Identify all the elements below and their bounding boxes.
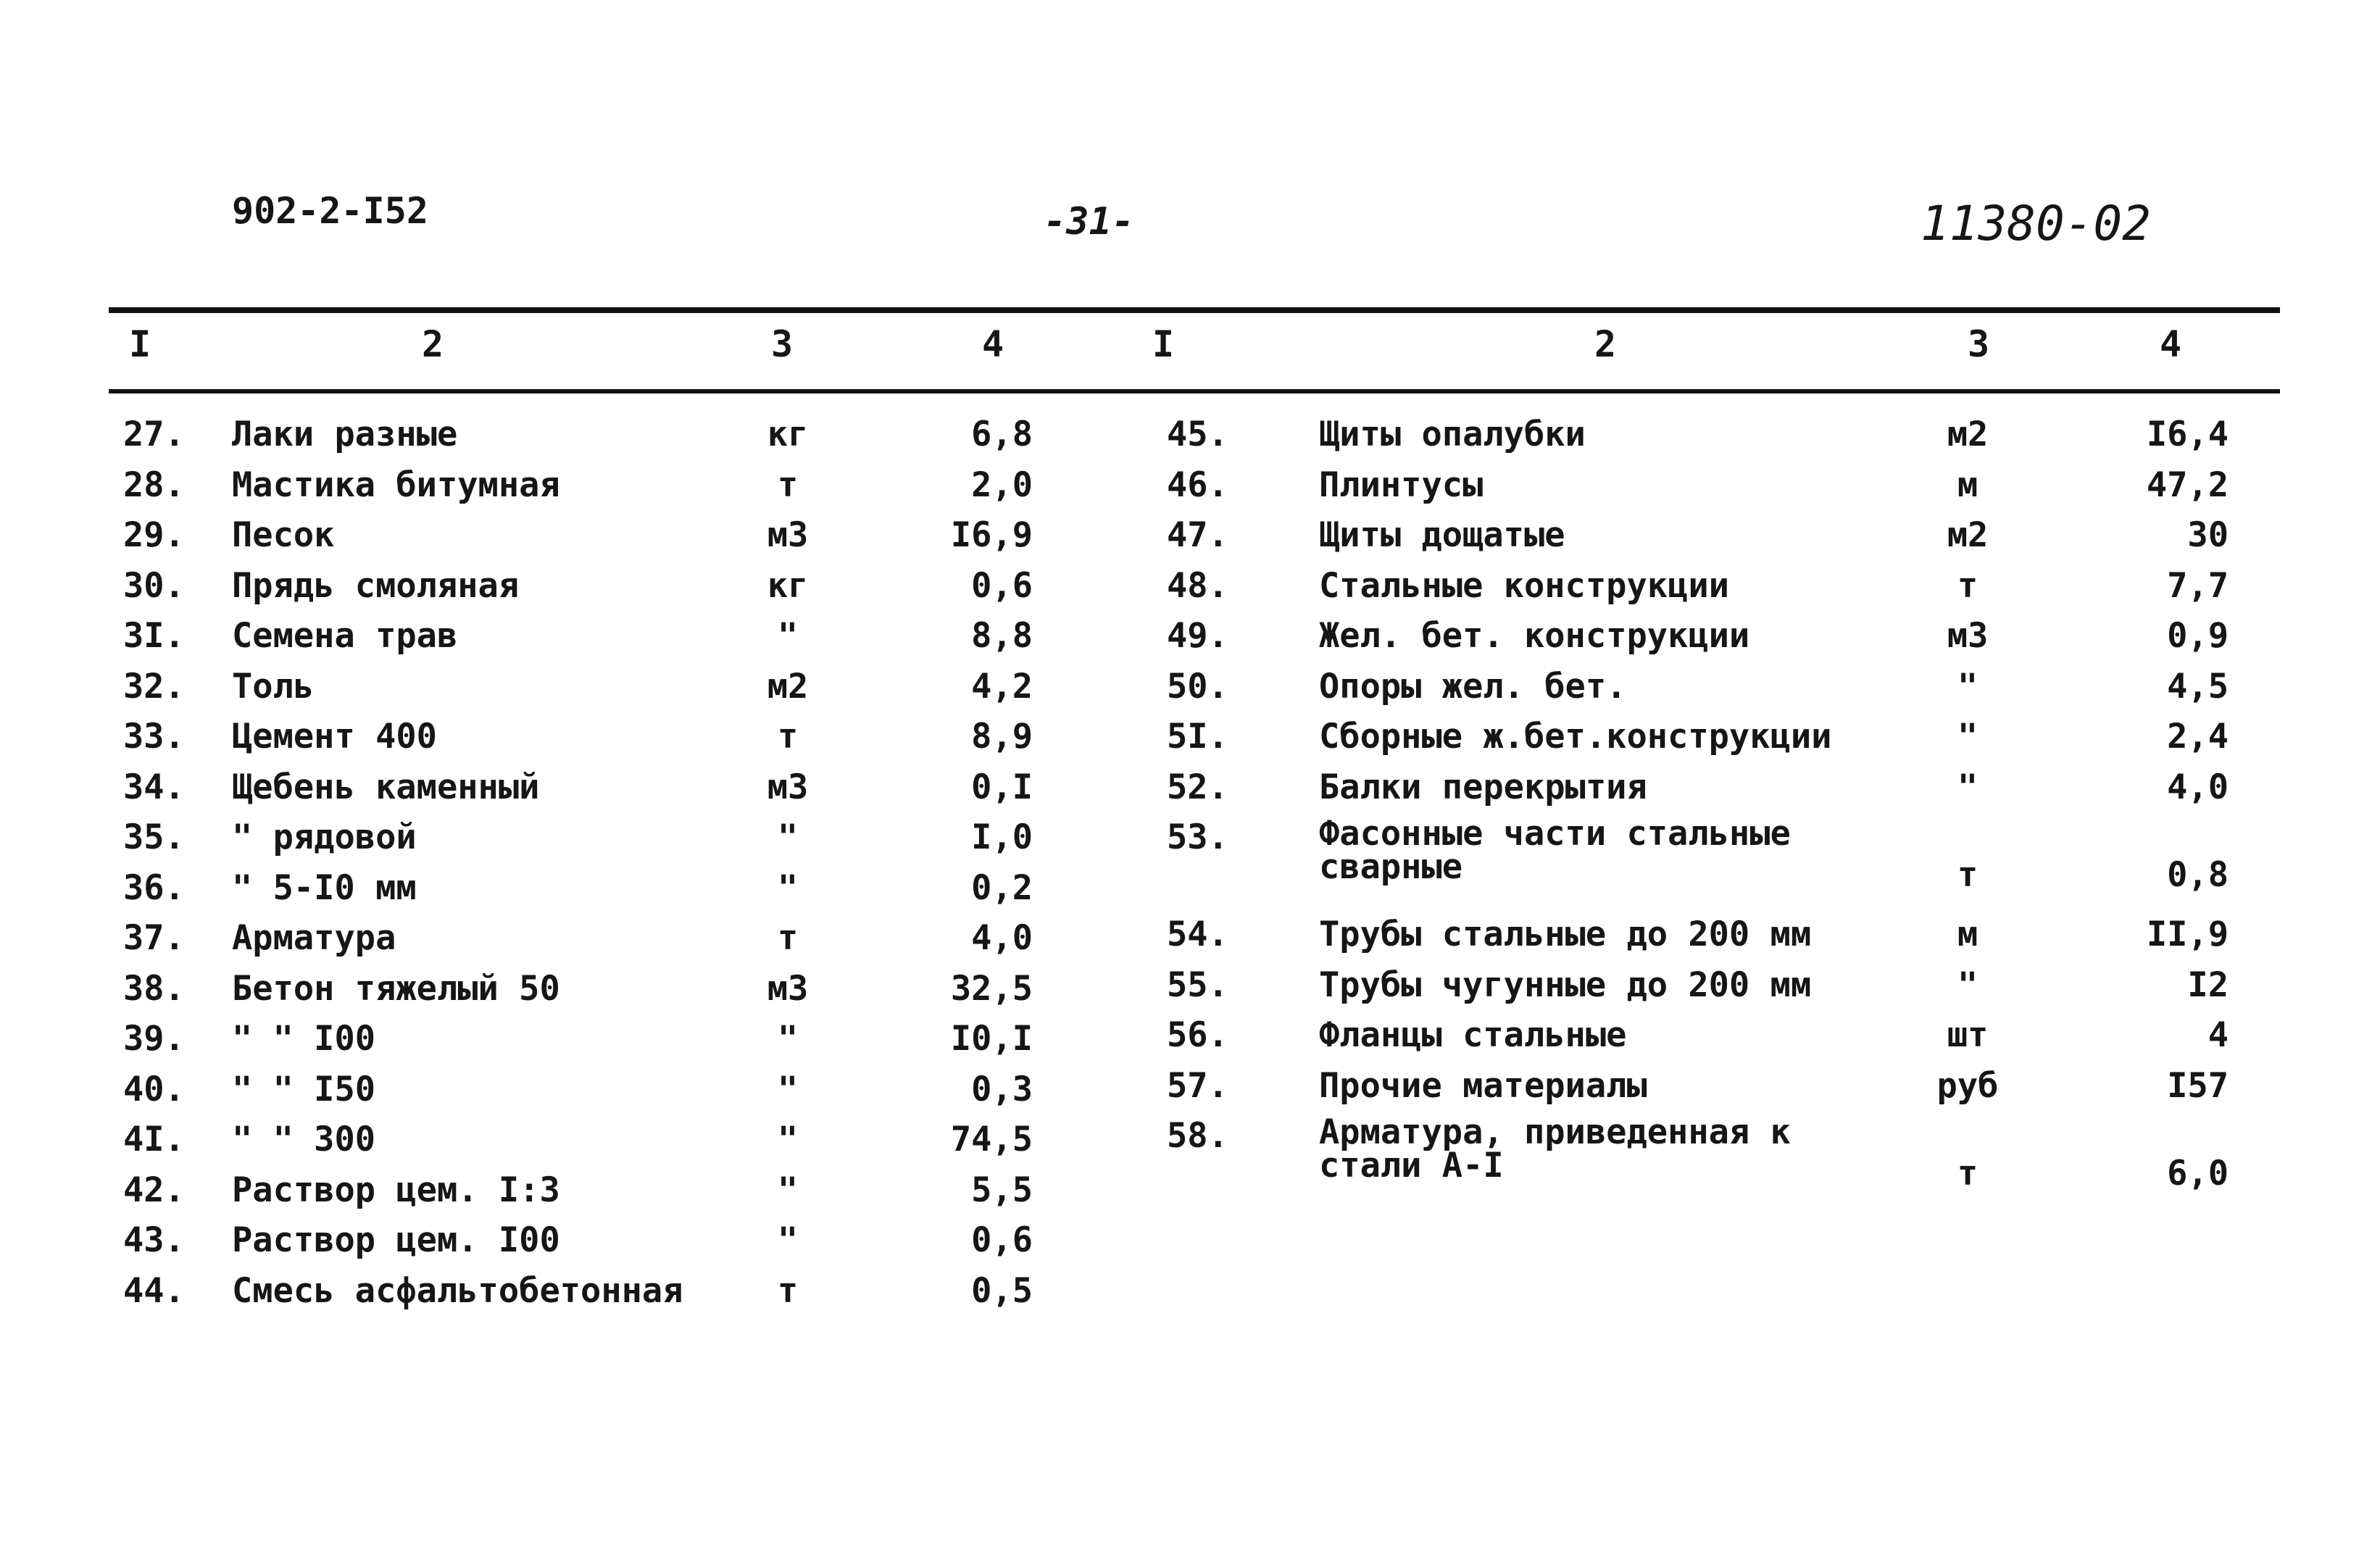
material-name-line: Цемент 400 (232, 717, 437, 757)
quantity: 4,0 (2167, 767, 2229, 807)
material-name (232, 767, 539, 807)
material-name-line: Арматура (232, 918, 396, 958)
row-number: 38. (123, 968, 185, 1009)
unit: т (777, 464, 799, 505)
quantity: 74,5 (950, 1120, 1033, 1159)
unit: " (777, 1220, 799, 1260)
quantity: 0,5 (971, 1270, 1033, 1311)
row-number: 3I. (123, 616, 185, 656)
unit: " (1957, 767, 1979, 807)
material-name (1319, 566, 1729, 606)
row-number: 35. (123, 817, 185, 857)
unit: т (1957, 855, 1979, 895)
material-name (232, 465, 560, 505)
unit: м (1957, 914, 1979, 954)
row-number: 29. (123, 515, 185, 555)
quantity: 4,5 (2167, 666, 2229, 707)
material-name-line: Бетон тяжелый 50 (232, 968, 560, 1009)
material-name-line: Мастика битумная (232, 464, 560, 505)
row-number: 49. (1167, 616, 1228, 656)
quantity: 0,6 (971, 565, 1033, 606)
table-row (1167, 616, 2247, 667)
quantity: 4 (2208, 1015, 2229, 1055)
unit: кг (767, 414, 809, 454)
unit: т (777, 1270, 799, 1311)
material-name (232, 918, 396, 958)
material-name (232, 414, 457, 454)
col-head-left-3: 3 (771, 323, 794, 365)
material-name-line: Трубы чугунные до 200 мм (1319, 964, 1812, 1005)
table-row (1167, 914, 2247, 965)
material-name-line: Опоры жел. бет. (1319, 666, 1627, 707)
quantity: 0,6 (971, 1220, 1033, 1260)
row-number: 45. (1167, 414, 1228, 454)
material-name-line: Лаки разные (232, 414, 458, 454)
quantity: I6,4 (2146, 414, 2229, 454)
row-number: 43. (123, 1220, 185, 1260)
material-name-line: " " I50 (232, 1069, 376, 1109)
table-row (123, 767, 1051, 818)
quantity: I2 (2187, 964, 2229, 1005)
material-name (232, 667, 314, 707)
quantity: 7,7 (2167, 565, 2229, 606)
material-name-line: Сборные ж.бет.конструкции (1319, 717, 1832, 757)
unit: " (777, 1069, 799, 1109)
quantity: 4,2 (971, 666, 1033, 707)
unit: " (777, 616, 799, 656)
material-name-line: " " 300 (232, 1120, 376, 1159)
quantity: 8,8 (971, 616, 1033, 656)
table-row (1167, 465, 2247, 516)
table-row (123, 868, 1051, 919)
document-code: 902-2-I52 (232, 190, 428, 232)
row-number: 4I. (123, 1120, 185, 1159)
row-number: 40. (123, 1069, 185, 1109)
row-number: 36. (123, 867, 185, 908)
col-head-right-2: 2 (1594, 323, 1617, 365)
material-name (1319, 914, 1811, 954)
row-number: 55. (1167, 964, 1228, 1005)
material-name (1319, 767, 1647, 807)
table-row (1167, 717, 2247, 767)
unit: м3 (767, 767, 809, 807)
table-row (1167, 1066, 2247, 1117)
material-name-line: Раствор цем. I:3 (232, 1170, 560, 1210)
material-name-line: Стальные конструкции (1319, 565, 1729, 606)
unit: " (777, 817, 799, 857)
table-row (123, 717, 1051, 767)
material-name (232, 1019, 375, 1059)
unit: " (1957, 717, 1979, 757)
row-number: 48. (1167, 565, 1228, 606)
unit: м (1957, 464, 1979, 505)
table-row (123, 918, 1051, 969)
quantity: 5,5 (971, 1170, 1033, 1210)
right-table (1167, 414, 2247, 1284)
unit: руб (1936, 1065, 1999, 1106)
unit: " (777, 1019, 799, 1059)
unit: м2 (1947, 515, 1989, 555)
quantity: 6,0 (2167, 1154, 2229, 1193)
row-number: 56. (1167, 1015, 1228, 1055)
unit: т (777, 918, 799, 958)
table-row (123, 1170, 1051, 1221)
material-name (1319, 667, 1626, 707)
table-row (123, 817, 1051, 868)
material-name (1319, 616, 1749, 656)
row-number: 5I. (1167, 717, 1228, 757)
row-number: 27. (123, 414, 185, 454)
material-name (1319, 515, 1565, 555)
material-name-line: " 5-I0 мм (232, 867, 417, 908)
material-name (232, 717, 437, 757)
table-row (1167, 414, 2247, 465)
material-name-line: " " I00 (232, 1019, 376, 1059)
table-row (1167, 767, 2247, 818)
unit: м2 (1947, 414, 1989, 454)
table-row (1167, 667, 2247, 717)
quantity: 8,9 (971, 717, 1033, 757)
material-name (1319, 1015, 1626, 1055)
material-name-line: Песок (232, 515, 335, 555)
col-head-right-1: I (1152, 323, 1175, 365)
material-name (232, 868, 417, 908)
material-name-line: Щебень каменный (232, 767, 540, 807)
unit: кг (767, 565, 809, 606)
row-number: 30. (123, 565, 185, 606)
table-row (123, 465, 1051, 516)
row-number: 50. (1167, 666, 1228, 707)
unit: т (1957, 1154, 1979, 1193)
table-header-rule (109, 389, 2280, 393)
table-row (123, 667, 1051, 717)
quantity: 0,9 (2167, 616, 2229, 656)
table-row (1167, 515, 2247, 566)
quantity: I,0 (971, 817, 1033, 857)
col-head-left-2: 2 (422, 323, 444, 365)
col-head-left-1: I (129, 323, 151, 365)
material-name (1319, 1112, 1791, 1186)
unit: шт (1947, 1015, 1989, 1055)
unit: м3 (1947, 616, 1989, 656)
table-row (123, 969, 1051, 1020)
material-name-line: Семена трав (232, 616, 458, 656)
row-number: 58. (1167, 1116, 1228, 1156)
quantity: 32,5 (950, 968, 1033, 1009)
material-name (232, 1271, 683, 1311)
row-number: 39. (123, 1019, 185, 1059)
quantity: 0,2 (971, 867, 1033, 908)
material-name-line: Толь (232, 666, 315, 707)
material-name (1319, 814, 1791, 887)
material-name-line: Арматура, приведенная к (1319, 1112, 1791, 1152)
table-row (123, 566, 1051, 617)
material-name (1319, 965, 1811, 1005)
material-name-line: Прядь смоляная (232, 565, 520, 606)
table-row (1167, 566, 2247, 617)
table-row (123, 1120, 1051, 1170)
material-name-line: Раствор цем. I00 (232, 1220, 560, 1260)
quantity: 2,4 (2167, 717, 2229, 757)
table-row (123, 515, 1051, 566)
unit: " (777, 1170, 799, 1210)
col-head-left-4: 4 (982, 323, 1004, 365)
quantity: 2,0 (971, 464, 1033, 505)
material-name (1319, 414, 1586, 454)
row-number: 33. (123, 717, 185, 757)
material-name-line: сварные (1319, 847, 1463, 887)
quantity: II,9 (2146, 914, 2229, 954)
table-row (1167, 1015, 2247, 1066)
quantity: 4,0 (971, 918, 1033, 958)
material-name (1319, 465, 1483, 505)
row-number: 46. (1167, 464, 1228, 505)
material-name-line: Щиты дощатые (1319, 515, 1565, 555)
table-row (123, 1070, 1051, 1120)
row-number: 47. (1167, 515, 1228, 555)
material-name (1319, 1066, 1647, 1106)
quantity: I6,9 (950, 515, 1033, 555)
material-name (232, 817, 417, 857)
row-number: 28. (123, 464, 185, 505)
material-name-line: Трубы стальные до 200 мм (1319, 914, 1812, 954)
unit: " (777, 1120, 799, 1159)
material-name-line: " рядовой (232, 817, 417, 857)
material-name-line: Плинтусы (1319, 464, 1484, 505)
material-name (232, 1170, 560, 1210)
material-name-line: Прочие материалы (1319, 1065, 1647, 1106)
quantity: 0,I (971, 767, 1033, 807)
material-name (232, 1070, 375, 1109)
table-row (123, 1019, 1051, 1070)
row-number: 54. (1167, 914, 1228, 954)
material-name-line: Балки перекрытия (1319, 767, 1647, 807)
quantity: I57 (2167, 1065, 2229, 1106)
unit: " (1957, 964, 1979, 1005)
table-row (123, 616, 1051, 667)
row-number: 34. (123, 767, 185, 807)
quantity: I0,I (950, 1019, 1033, 1059)
unit: м2 (767, 666, 809, 707)
quantity: 0,3 (971, 1069, 1033, 1109)
quantity: 0,8 (2167, 855, 2229, 895)
unit: " (1957, 666, 1979, 707)
unit: т (1957, 565, 1979, 606)
unit: м3 (767, 515, 809, 555)
material-name-line: Фланцы стальные (1319, 1015, 1627, 1055)
left-table (123, 414, 1051, 1357)
unit: т (777, 717, 799, 757)
table-row (1167, 814, 2247, 914)
row-number: 32. (123, 666, 185, 707)
table-row (123, 1271, 1051, 1322)
material-name-line: Щиты опалубки (1319, 414, 1586, 454)
material-name-line: стали А-I (1319, 1146, 1504, 1186)
quantity: 30 (2187, 515, 2229, 555)
table-row (1167, 965, 2247, 1016)
table-top-rule (109, 307, 2280, 313)
material-name-line: Жел. бет. конструкции (1319, 616, 1750, 656)
table-row (1167, 1112, 2247, 1213)
table-row (123, 414, 1051, 465)
col-head-right-4: 4 (2160, 323, 2182, 365)
material-name (1319, 717, 1831, 757)
material-name (232, 1120, 375, 1159)
material-name (232, 616, 457, 656)
sheet-number: 11380-02 (1921, 196, 2151, 251)
material-name (232, 1220, 560, 1260)
page-number: -31- (1044, 200, 1135, 243)
row-number: 52. (1167, 767, 1228, 807)
col-head-right-3: 3 (1968, 323, 1990, 365)
material-name-line: Фасонные части стальные (1319, 814, 1791, 854)
unit: м3 (767, 968, 809, 1009)
material-name-line: Смесь асфальтобетонная (232, 1270, 683, 1311)
table-row (123, 1220, 1051, 1271)
row-number: 57. (1167, 1065, 1228, 1106)
quantity: 47,2 (2146, 464, 2229, 505)
material-name (232, 515, 334, 555)
quantity: 6,8 (971, 414, 1033, 454)
material-name (232, 969, 560, 1009)
row-number: 42. (123, 1170, 185, 1210)
row-number: 53. (1167, 817, 1228, 857)
material-name (232, 566, 519, 606)
row-number: 44. (123, 1270, 185, 1311)
row-number: 37. (123, 918, 185, 958)
unit: " (777, 867, 799, 908)
